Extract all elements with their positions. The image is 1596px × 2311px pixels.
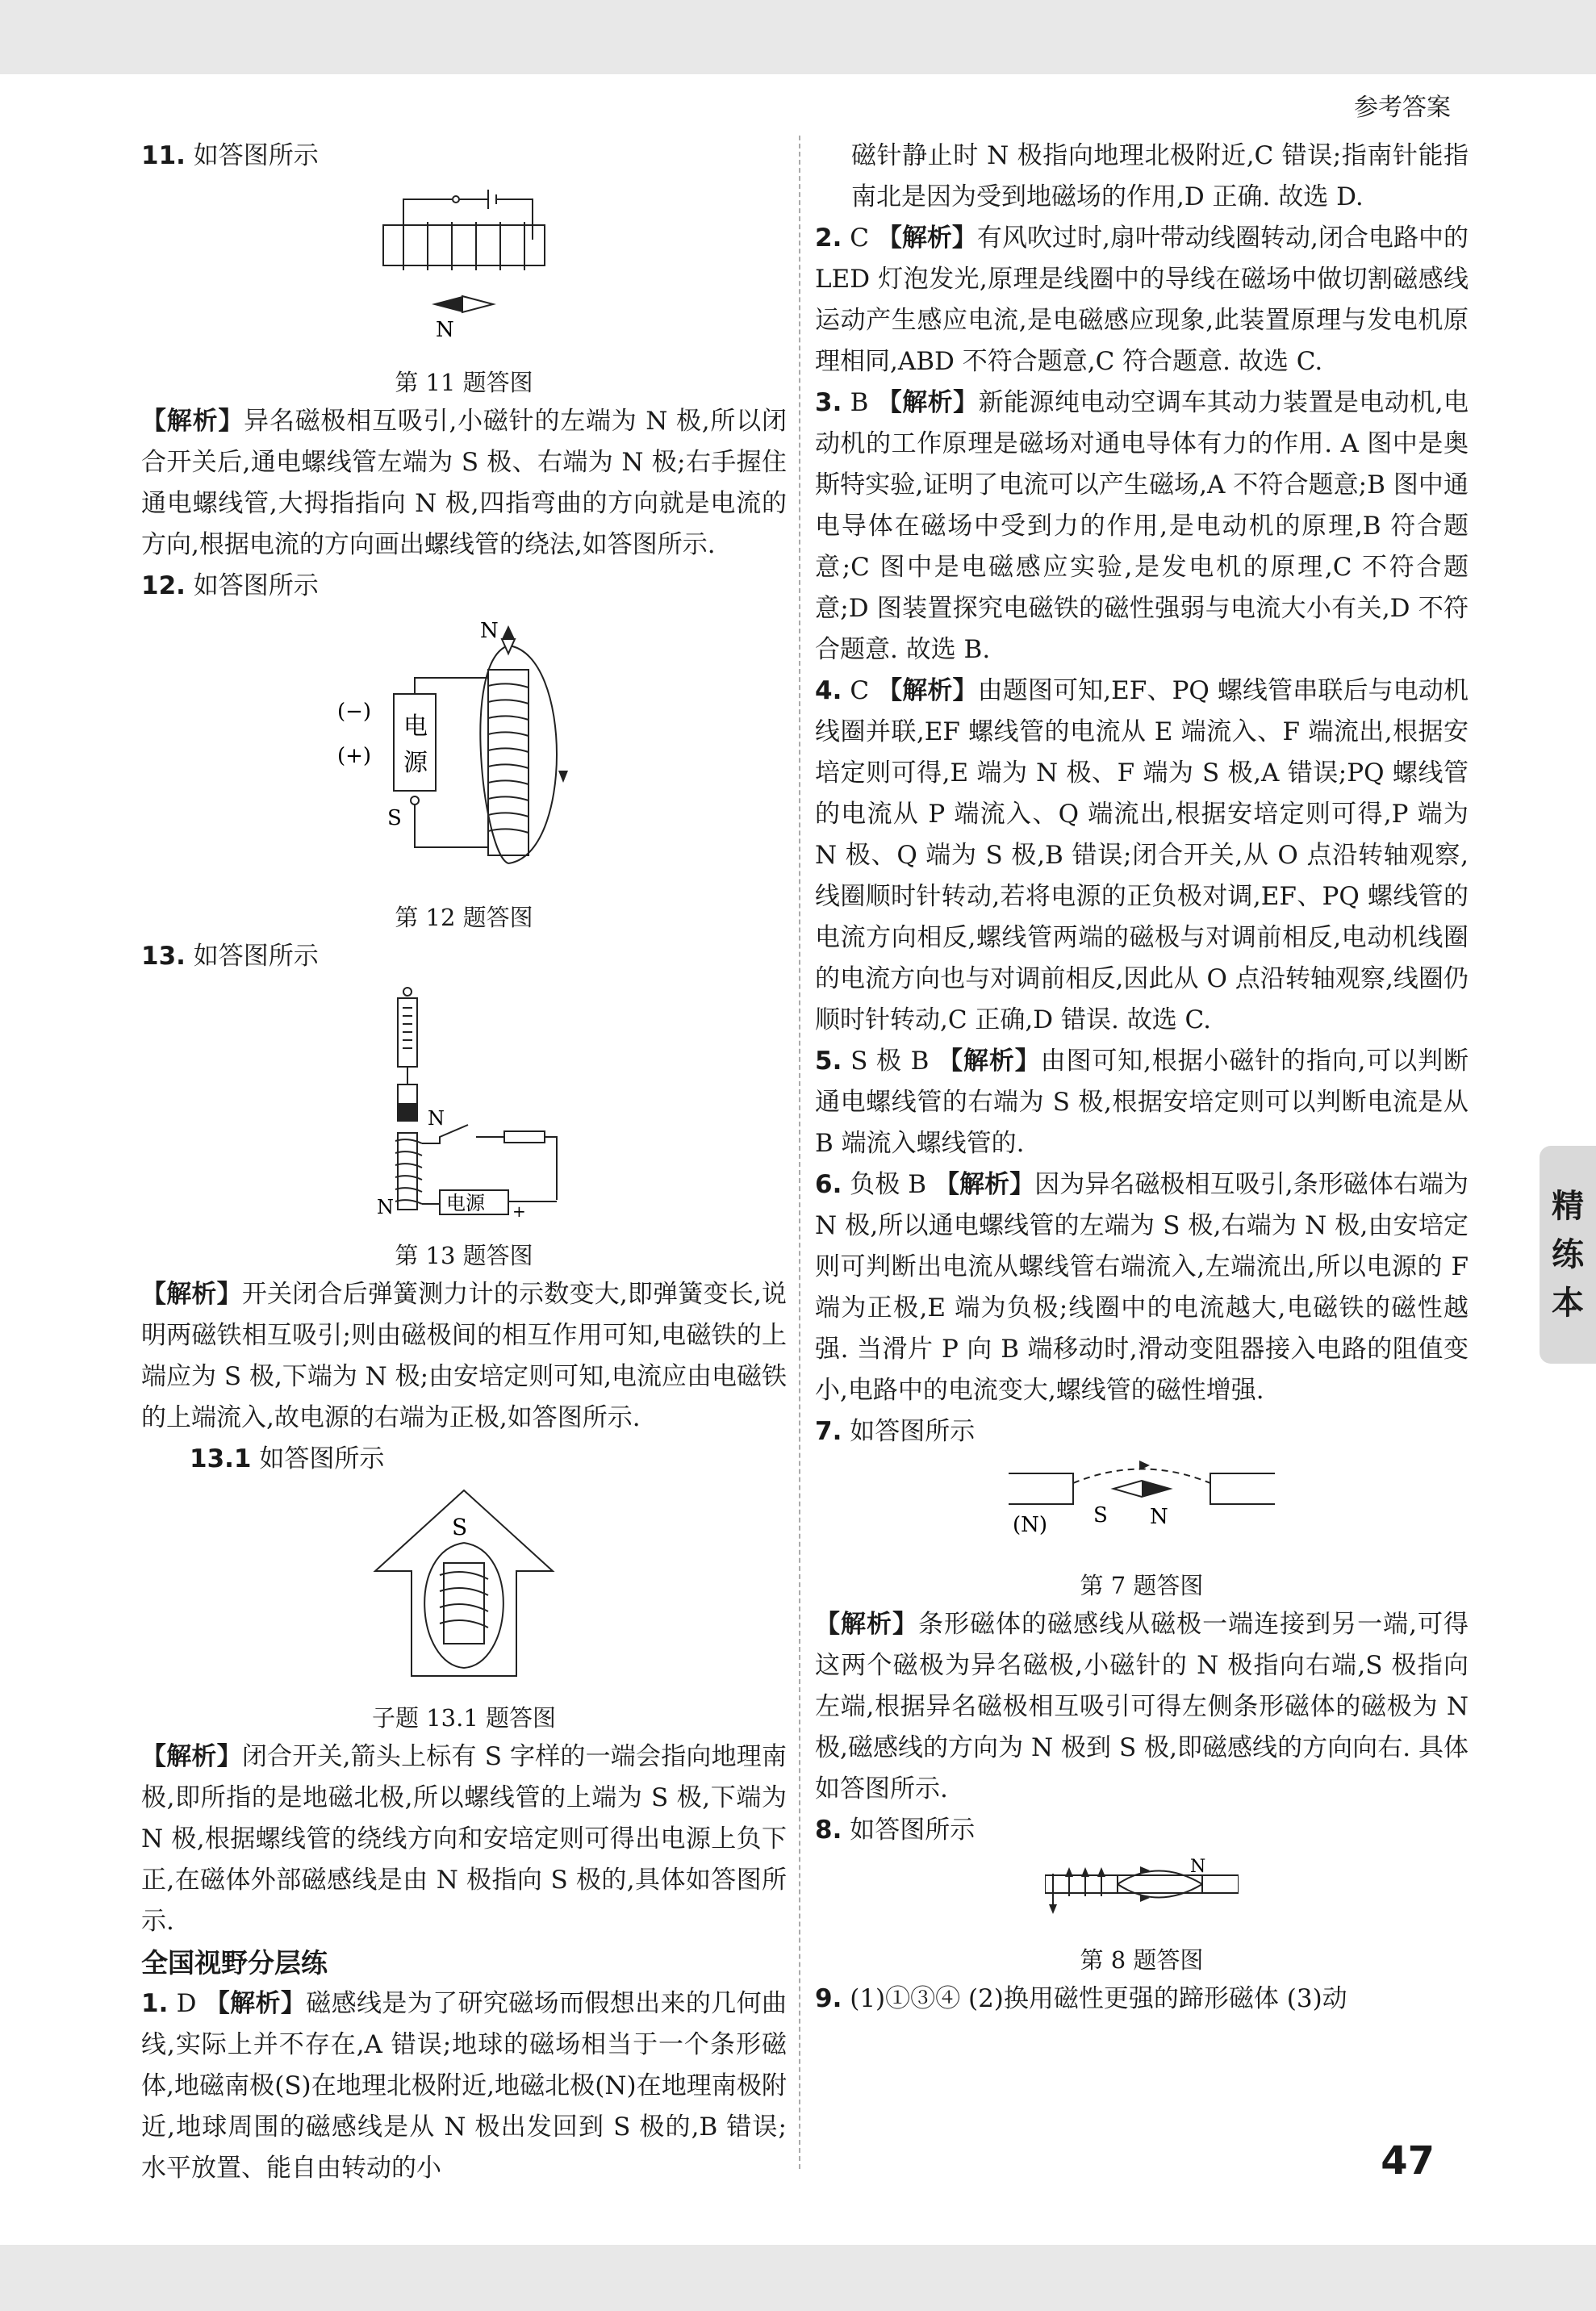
question-text: 如答图所示: [850, 1417, 976, 1446]
answer-4: [815, 671, 1469, 1041]
figure-13: [141, 984, 787, 1231]
side-tab: [1540, 1146, 1596, 1364]
answer-6: [815, 1164, 1469, 1411]
figure-11-caption: 第 11 题答图: [395, 369, 533, 396]
explanation-text: 新能源纯电动空调车其动力装置是电动机,电动机的工作原理是磁场对通电导体有力的作用. A 图中是奥斯特实验,证明了电流可以产生磁场,A 不符合题意;B 图中通电导体在磁场中受到力的作用,是电动机的原理,B 符合题意;C 图中是电磁感应实验,是发电机的原理,C 不符合题意;D 图装置探究电磁铁的磁性强弱与电流大小有关,D 不符合题意. 故选 B.: [815, 388, 1469, 664]
question-number: 6.: [815, 1170, 842, 1199]
explanation-tag: 【解析】: [876, 224, 977, 253]
label-source-1: 电: [403, 713, 428, 741]
explanation-13: [141, 1274, 787, 1439]
answer-choice: C: [850, 676, 870, 705]
explanation-13-1: [141, 1736, 787, 1942]
question-12: [141, 566, 787, 607]
figure-7: [815, 1459, 1469, 1561]
bar-magnets-compass-diagram: [1009, 1459, 1275, 1548]
page-header: 参考答案: [1354, 94, 1451, 122]
figure-11: [141, 183, 787, 357]
question-text: 如答图所示: [193, 141, 319, 170]
label-source-2: 源: [403, 749, 428, 777]
explanation-11: [141, 401, 787, 566]
label-n-top: N: [428, 1107, 445, 1130]
question-number: 5.: [815, 1047, 842, 1076]
question-number: 9.: [815, 1984, 842, 2013]
question-13-1: [141, 1439, 787, 1480]
side-tab-char: 本: [1552, 1285, 1584, 1322]
figure-13-1: [141, 1486, 787, 1693]
question-text: 如答图所示: [193, 942, 319, 971]
explanation-text: 开关闭合后弹簧测力计的示数变大,即弹簧变长,说明两磁铁相互吸引;则由磁极间的相互作用可知,电磁铁的上端应为 S 极,下端为 N 极;由安培定则可知,电流应由电磁铁的上端流入,故电源的右端为正极,如答图所示.: [141, 1280, 787, 1432]
question-number: 12.: [141, 571, 186, 600]
label-s: S: [1093, 1503, 1108, 1527]
figure-12-caption: 第 12 题答图: [395, 904, 533, 931]
explanation-text: 由图可知,根据小磁针的指向,可以判断通电螺线管的右端为 S 极,根据安培定则可以判断电流是从 B 端流入螺线管的.: [815, 1047, 1469, 1158]
label-n-bottom: N: [377, 1196, 394, 1218]
question-number: 4.: [815, 676, 842, 705]
question-number: 3.: [815, 388, 842, 417]
explanation-tag: 【解析】: [141, 407, 244, 436]
label-plus: (+): [337, 744, 372, 768]
label-n: N: [1190, 1858, 1206, 1877]
figure-12: [141, 613, 787, 892]
question-number: 7.: [815, 1417, 842, 1446]
spring-scale-electromagnet-diagram: [359, 984, 569, 1218]
answer-2: [815, 218, 1469, 382]
column-divider: [799, 136, 800, 2169]
question-11: [141, 136, 787, 177]
page-number: 47: [1381, 2138, 1435, 2184]
question-8: [815, 1810, 1469, 1851]
label-n: N: [480, 619, 499, 643]
answer-text: (1)①③④ (2)换用磁性更强的蹄形磁体 (3)动: [850, 1984, 1347, 2013]
figure-13-1-caption: 子题 13.1 题答图: [371, 1704, 556, 1732]
question-number: 1.: [141, 1989, 169, 2018]
answer-5: [815, 1041, 1469, 1164]
right-column: [815, 136, 1469, 2020]
label-minus: (−): [337, 700, 372, 724]
answer-choice: C: [850, 224, 869, 253]
explanation-tag: 【解析】: [141, 1742, 242, 1771]
section-title: 全国视野分层练: [141, 1947, 328, 1979]
explanation-tag: 【解析】: [938, 1047, 1041, 1076]
explanation-tag: 【解析】: [876, 388, 979, 417]
question-text: 如答图所示: [193, 571, 319, 600]
explanation-tag: 【解析】: [815, 1610, 919, 1639]
answer-choice: D: [176, 1989, 197, 2018]
arrow-solenoid-diagram: [367, 1486, 561, 1680]
question-number: 8.: [815, 1816, 842, 1845]
figure-8-caption: 第 8 题答图: [1080, 1946, 1204, 1974]
label-source: 电源: [446, 1192, 485, 1214]
explanation-text: 有风吹过时,扇叶带动线圈转动,闭合电路中的 LED 灯泡发光,原理是线圈中的导线在磁场中做切割磁感线运动产生感应电流,是电磁感应现象,此装置原理与发电机原理相同,ABD 不符合题意,C 符合题意. 故选 C.: [815, 224, 1469, 376]
label-plus: +: [512, 1201, 526, 1218]
explanation-text: 由题图可知,EF、PQ 螺线管串联后与电动机线圈并联,EF 螺线管的电流从 E 端流入、F 端流出,根据安培定则可得,E 端为 N 极、F 端为 S 极,A 错误;PQ 螺线管的电流从 P 端流入、Q 端流出,根据安培定则可得,P 端为 N 极、Q 端为 S 极,B 错误;闭合开关,从 O 点沿转轴观察,线圈顺时针转动,若将电源的正负极对调,EF、PQ 螺线管的电流方向相反,螺线管两端的磁极与对调前相反,电动机线圈的电流方向也与对调前相反,因此从 O 点沿转轴观察,线圈仍顺时针转动,C 正确,D 错误. 故选 C.: [815, 676, 1469, 1034]
label-n: N: [1150, 1505, 1168, 1529]
answer-choice: B: [850, 388, 869, 417]
answer-9: [815, 1979, 1469, 2020]
label-n: N: [436, 318, 454, 342]
magnet-field-lines-diagram: [1045, 1858, 1239, 1922]
question-number: 13.1: [190, 1444, 252, 1473]
explanation-text: 磁感线是为了研究磁场而假想出来的几何曲线,实际上并不存在,A 错误;地球的磁场相当于一个条形磁体,地磁南极(S)在地理北极附近,地磁北极(N)在地理南极附近,地球周围的磁感线是从 N 极出发回到 S 极的,B 错误;水平放置、能自由转动的小: [141, 1989, 787, 2183]
answer-choice: 负极 B: [850, 1170, 927, 1199]
answer-1: [141, 1983, 787, 2189]
question-7: [815, 1411, 1469, 1452]
explanation-text: 条形磁体的磁感线从磁极一端连接到另一端,可得这两个磁极为异名磁极,小磁针的 N 极指向右端,S 极指向左端,根据异名磁极相互吸引可得左侧条形磁体的磁极为 N 极,磁感线的方向为 N 极到 S 极,即磁感线的方向向右. 具体如答图所示.: [815, 1610, 1469, 1803]
answer-choice: S 极 B: [850, 1047, 930, 1076]
explanation-tag: 【解析】: [877, 676, 978, 705]
solenoid-compass-diagram: [375, 183, 553, 345]
question-text: 如答图所示: [850, 1816, 976, 1845]
label-n-parenthesis: (N): [1013, 1513, 1048, 1537]
explanation-text: 因为异名磁极相互吸引,条形磁体右端为 N 极,所以通电螺线管的左端为 S 极,右端为 N 极,由安培定则可判断出电流从螺线管右端流入,左端流出,所以电源的 F 端为正极,E 端为负极;线圈中的电流越大,电磁铁的磁性越强. 当滑片 P 向 B 端移动时,滑动变阻器接入电路的阻值变小,电路中的电流变大,螺线管的磁性增强.: [815, 1170, 1469, 1405]
answer-3: [815, 382, 1469, 671]
question-number: 11.: [141, 141, 186, 170]
explanation-tag: 【解析】: [934, 1170, 1035, 1199]
explanation-tag: 【解析】: [204, 1989, 307, 2018]
explanation-tag: 【解析】: [141, 1280, 242, 1309]
side-tab-char: 练: [1552, 1236, 1584, 1273]
answer-1-continued: 磁针静止时 N 极指向地理北极附近,C 错误;指南针能指南北是因为受到地磁场的作用,D 正确. 故选 D.: [851, 141, 1469, 211]
label-s: S: [387, 806, 402, 830]
figure-8: [815, 1858, 1469, 1935]
explanation-7: [815, 1604, 1469, 1810]
figure-13-caption: 第 13 题答图: [395, 1242, 533, 1269]
question-13: [141, 936, 787, 977]
figure-7-caption: 第 7 题答图: [1080, 1572, 1204, 1599]
question-number: 13.: [141, 942, 186, 971]
question-number: 2.: [815, 224, 842, 253]
explanation-text: 异名磁极相互吸引,小磁针的左端为 N 极,所以闭合开关后,通电螺线管左端为 S 极、右端为 N 极;右手握住通电螺线管,大拇指指向 N 极,四指弯曲的方向就是电流的方向,根据电流的方向画出螺线管的绕法,如答图所示.: [141, 407, 788, 559]
label-s: S: [452, 1514, 468, 1540]
left-column: [141, 136, 787, 2189]
side-tab-char: 精: [1552, 1188, 1584, 1225]
electromagnet-circuit-diagram: [331, 613, 597, 880]
explanation-text: 闭合开关,箭头上标有 S 字样的一端会指向地理南极,即所指的是地磁北极,所以螺线管的上端为 S 极,下端为 N 极,根据螺线管的绕线方向和安培定则可得出电源上负下正,在磁体外部磁感线是由 N 极指向 S 极的,具体如答图所示.: [141, 1742, 788, 1936]
question-text: 如答图所示: [259, 1444, 385, 1473]
